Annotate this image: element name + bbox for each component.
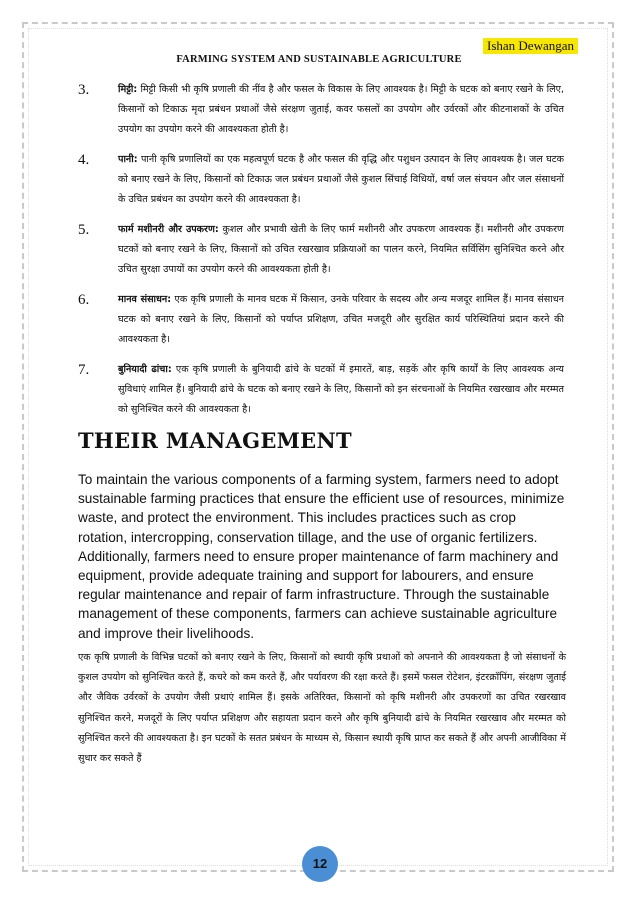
item-description: कुशल और प्रभावी खेती के लिए फार्म मशीनरी और उपकरण आवश्यक हैं। मशीनरी और उपकरण घटकों को बनाए रखने के लिए, किसानों को उचित रखरखाव प्रक्रियाओं का पालन करने, नियमित सर्विसिंग सुनिश्चित करने और उचित सुरक्षा उपायों का उपयोग करने की आवश्यकता होती है। <box>118 224 564 275</box>
item-text <box>118 150 564 210</box>
item-number: 7. <box>78 362 90 378</box>
running-header: FARMING SYSTEM AND SUSTAINABLE AGRICULTURE <box>176 54 462 65</box>
item-description: मिट्टी किसी भी कृषि प्रणाली की नींव है और फसल के विकास के लिए आवश्यक है। मिट्टी के घटक को बनाए रखने के लिए, किसानों को टिकाऊ मृदा प्रबंधन प्रथाओं जैसे संरक्षण जुताई, कवर फसलों का उपयोग और उर्वरकों और कीटनाशकों के उचित उपयोग का उपयोग करने की आवश्यकता होती है। <box>118 84 564 135</box>
item-description: पानी कृषि प्रणालियों का एक महत्वपूर्ण घटक है और फसल की वृद्धि और पशुधन उत्पादन के लिए आवश्यक है। जल घटक को बनाए रखने के लिए, किसानों को टिकाऊ जल प्रबंधन प्रथाओं जैसे कुशल सिंचाई विधियों, वर्षा जल संचयन और जल संसाधनों के उचित प्रबंधन का उपयोग करने की आवश्यकता है। <box>118 154 564 205</box>
item-label: बुनियादी ढांचा: <box>118 364 172 375</box>
item-label: मिट्टी: <box>118 84 138 95</box>
item-label: मानव संसाधन: <box>118 294 172 305</box>
item-number: 5. <box>78 222 90 238</box>
list-item <box>78 150 564 210</box>
item-label: फार्म मशीनरी और उपकरण: <box>118 224 219 235</box>
list-item <box>78 80 564 140</box>
author-name: Ishan Dewangan <box>483 38 578 54</box>
item-text <box>118 80 564 140</box>
list-item <box>78 220 564 280</box>
section-title: THEIR MANAGEMENT <box>78 428 352 453</box>
paragraph-english: To maintain the various components of a farming system, farmers need to adopt sustainable farming practices that ensure the efficient use of resources, minimize waste, and protect the environment. This includes practices such as crop rotation, intercropping, conservation tillage, and the use of organic fertilizers. Additionally, farmers need to ensure proper maintenance of farm machinery and equipment, provide adequate training and support for labourers, and ensure regular maintenance and repair of farm infrastructure. Through the sustainable management of these components, farmers can achieve sustainable agriculture and improve their livelihoods. <box>78 472 565 641</box>
item-number: 6. <box>78 292 90 308</box>
item-description: एक कृषि प्रणाली के मानव घटक में किसान, उनके परिवार के सदस्य और अन्य मजदूर शामिल हैं। मानव संसाधन घटक को बनाए रखने के लिए, किसानों को पर्याप्त प्रशिक्षण, उचित मजदूरी और सुरक्षित कार्य परिस्थितियां प्रदान करने की आवश्यकता है। <box>118 294 565 345</box>
item-number: 3. <box>78 82 90 98</box>
list-item <box>78 290 564 350</box>
item-description: एक कृषि प्रणाली के बुनियादी ढांचे के घटकों में इमारतें, बाड़, सड़कें और कृषि कार्यों के लिए आवश्यक अन्य सुविधाएं शामिल हैं। बुनियादी ढांचे के घटक को बनाए रखने के लिए, किसानों को इन संरचनाओं के नियमित रखरखाव और मरम्मत को सुनिश्चित करने की आवश्यकता है। <box>118 364 565 415</box>
item-text <box>118 290 564 350</box>
component-list <box>78 80 564 430</box>
item-label: पानी: <box>118 154 138 165</box>
item-number: 4. <box>78 152 90 168</box>
page-number: 12 <box>302 846 338 882</box>
item-text <box>118 220 564 280</box>
item-text <box>118 360 564 420</box>
list-item <box>78 360 564 420</box>
paragraph-hindi: एक कृषि प्रणाली के विभिन्न घटकों को बनाए रखने के लिए, किसानों को स्थायी कृषि प्रथाओं को अपनाने की आवश्यकता है जो संसाधनों के कुशल उपयोग को सुनिश्चित करते हैं, कचरे को कम करते हैं, और पर्यावरण की रक्षा करते हैं। इसमें फसल रोटेशन, इंटरक्रॉपिंग, संरक्षण जुताई और जैविक उर्वरकों के उपयोग जैसी प्रथाएं शामिल हैं। इसके अतिरिक्त, किसानों को कृषि मशीनरी और उपकरणों का उचित रखरखाव सुनिश्चित करने, मजदूरों के लिए पर्याप्त प्रशिक्षण और सहायता प्रदान करने और कृषि बुनियादी ढांचे के नियमित रखरखाव और मरम्मत को सुनिश्चित करने की आवश्यकता है। इन घटकों के सतत प्रबंधन के माध्यम से, किसान स्थायी कृषि प्राप्त कर सकते हैं और अपनी आजीविका में सुधार कर सकते हैं <box>78 652 566 765</box>
